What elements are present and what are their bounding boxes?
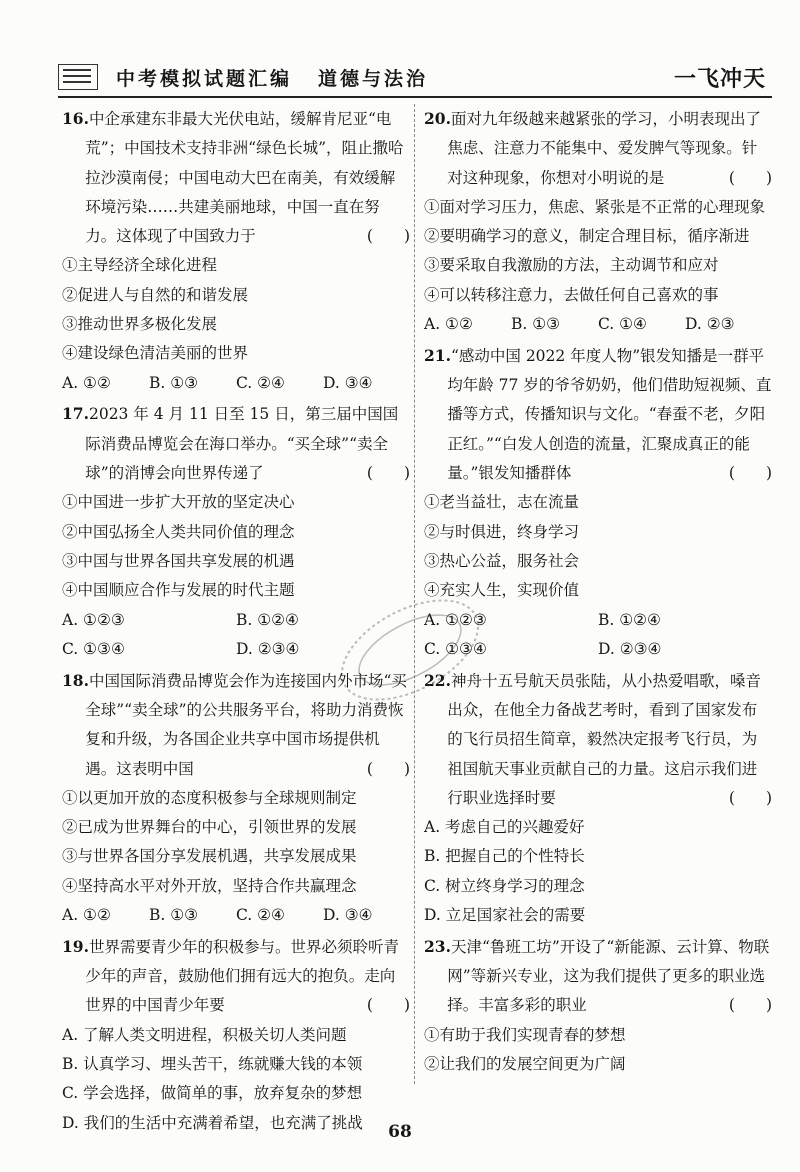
question-option: ④中国顺应合作与发展的时代主题 xyxy=(62,581,295,600)
answer-choice: D. ③④ xyxy=(323,373,373,392)
question-text: 中国国际消费品博览会作为连接国内外市场“买全球”“卖全球”的公共服务平台，将助力消费恢复和升级，为各国企业共享中国市场提供机遇。这表明中国 xyxy=(85,671,407,778)
answer-choice: C. ①③④ xyxy=(424,639,487,658)
answer-choice: B. ①③ xyxy=(149,373,199,392)
question-option: ④建设绿色清洁美丽的世界 xyxy=(62,344,249,363)
question-number: 17. xyxy=(62,404,89,424)
question-text: 中企承建东非最大光伏电站，缓解肯尼亚“电荒”；中国技术支持非洲“绿色长城”，阻止撒哈拉沙漠南侵；中国电动大巴在南美，有效缓解环境污染……共建美丽地球，中国一直在努力。这体现了中国致力于 xyxy=(85,110,404,246)
question-text: “感动中国 2022 年度人物”银发知播是一群平均年龄 77 岁的爷爷奶奶，他们借助短视频、直播等方式，传播知识与文化。“春蚕不老，夕阳正红。”“白发人创造的流量，汇聚成真正的能量。”银发知播群体 xyxy=(447,346,772,483)
answer-bracket: ( ) xyxy=(728,788,772,807)
question-text: 世界需要青少年的积极参与。世界必须聆听青少年的声音，鼓励他们拥有远大的抱负。走向世界的中国青少年要 xyxy=(85,937,399,1015)
series-title: 中考模拟试题汇编 xyxy=(116,68,293,90)
answer-choice: D. ③④ xyxy=(323,906,373,925)
question-number: 20. xyxy=(424,109,451,128)
question-number: 19. xyxy=(62,936,89,956)
question-text: 天津“鲁班工坊”开设了“新能源、云计算、物联网”等新兴专业，这为我们提供了更多的职业选择。丰富多彩的职业 xyxy=(447,937,770,1015)
question-stem xyxy=(424,932,772,1021)
question-option: A. 了解人类文明进程，积极关切人类问题 xyxy=(62,1025,347,1044)
question-option: ②已成为世界舞台的中心，引领世界的发展 xyxy=(62,818,357,837)
answer-choice: B. ①②④ xyxy=(236,610,299,629)
question-option: B. 把握自己的个性特长 xyxy=(424,847,585,866)
question-option: ②促进人与自然的和谐发展 xyxy=(62,285,249,304)
page-header xyxy=(58,60,770,94)
answer-choice: A. ①② xyxy=(62,906,111,925)
answer-choice: B. ①②④ xyxy=(598,610,661,629)
brand-name: 一飞冲天 xyxy=(673,66,766,92)
answer-choice: B. ①③ xyxy=(511,315,561,334)
question-option: ③要采取自我激励的方法，主动调节和应对 xyxy=(424,256,719,275)
question-option: ④可以转移注意力，去做任何自己喜欢的事 xyxy=(424,285,719,304)
question-stem xyxy=(424,666,772,813)
question-stem xyxy=(62,104,410,251)
answer-choice: C. ①④ xyxy=(598,315,647,334)
header-title xyxy=(116,64,428,91)
question-option: A. 考虑自己的兴趣爱好 xyxy=(424,818,585,837)
answer-choice: C. ①③④ xyxy=(62,639,125,658)
answer-choice: A. ①②③ xyxy=(424,610,487,629)
question xyxy=(424,666,772,931)
question-option: ①主导经济全球化进程 xyxy=(62,256,218,275)
right-column xyxy=(424,104,772,1081)
question-option: ①中国进一步扩大开放的坚定决心 xyxy=(62,493,295,512)
question xyxy=(62,932,410,1138)
question-stem xyxy=(62,932,410,1021)
question-option: ③热心公益，服务社会 xyxy=(424,551,580,570)
question-option: ②中国弘扬全人类共同价值的理念 xyxy=(62,522,295,541)
question-option: ③推动世界多极化发展 xyxy=(62,315,218,334)
question-number: 16. xyxy=(62,109,89,128)
question-option: D. 立足国家社会的需要 xyxy=(424,906,586,925)
answer-bracket: ( ) xyxy=(728,464,772,483)
question-option: ③中国与世界各国共享发展的机遇 xyxy=(62,551,295,570)
answer-choice: A. ①② xyxy=(62,373,111,392)
question-option: ①面对学习压力，焦虑、紧张是不正常的心理现象 xyxy=(424,197,766,216)
question-stem xyxy=(62,399,410,488)
answer-choice: C. ②④ xyxy=(236,906,285,925)
book-logo-icon xyxy=(58,64,98,90)
question-option: ③与世界各国分享发展机遇，共享发展成果 xyxy=(62,847,357,866)
question xyxy=(424,104,772,339)
question-text: 2023 年 4 月 11 日至 15 日，第三届中国国际消费品博览会在海口举办。“买全球”“卖全球”的消博会向世界传递了 xyxy=(85,405,399,483)
question-stem xyxy=(424,341,772,488)
question-number: 21. xyxy=(424,345,451,365)
answer-choice: A. ①② xyxy=(424,315,473,334)
question-number: 23. xyxy=(424,936,451,956)
question-option: D. 我们的生活中充满着希望，也充满了挑战 xyxy=(62,1113,363,1132)
answer-choice: D. ②③④ xyxy=(598,639,662,658)
answer-choices xyxy=(62,901,410,930)
question-option: C. 树立终身学习的理念 xyxy=(424,876,585,895)
question-number: 18. xyxy=(62,670,89,690)
answer-bracket: ( ) xyxy=(366,464,410,483)
question-option: ②要明确学习的意义，制定合理目标，循序渐进 xyxy=(424,227,750,246)
question-number: 22. xyxy=(424,670,451,690)
subject-title: 道德与法治 xyxy=(318,68,429,90)
answer-bracket: ( ) xyxy=(366,759,410,778)
question-option: ②让我们的发展空间更为广阔 xyxy=(424,1055,626,1073)
page-number: 68 xyxy=(388,1122,412,1142)
question-stem xyxy=(424,104,772,193)
question-option: ①以更加开放的态度积极参与全球规则制定 xyxy=(62,788,357,807)
answer-choices xyxy=(424,310,772,339)
question-option: ①有助于我们实现青春的梦想 xyxy=(424,1025,626,1044)
answer-choice: A. ①②③ xyxy=(62,610,125,629)
answer-choices xyxy=(62,369,410,398)
question-option: C. 学会选择，做简单的事，放弃复杂的梦想 xyxy=(62,1084,363,1103)
answer-choice: C. ②④ xyxy=(236,373,285,392)
answer-choice: B. ①③ xyxy=(149,906,199,925)
question-option: ②与时俱进，终身学习 xyxy=(424,522,580,541)
question-option: ④充实人生，实现价值 xyxy=(424,581,580,600)
question xyxy=(62,104,410,398)
answer-bracket: ( ) xyxy=(366,227,410,246)
question-option: B. 认真学习、埋头苦干，练就赚大钱的本领 xyxy=(62,1055,363,1073)
question-option: ④坚持高水平对外开放，坚持合作共赢理念 xyxy=(62,876,357,895)
answer-choice: D. ②③④ xyxy=(236,639,300,658)
header-rule xyxy=(58,96,772,98)
question-option: ①老当益壮，志在流量 xyxy=(424,493,580,512)
answer-bracket: ( ) xyxy=(728,996,772,1015)
answer-bracket: ( ) xyxy=(728,168,772,187)
question xyxy=(424,932,772,1079)
answer-choice: D. ②③ xyxy=(685,315,735,334)
question-text: 面对九年级越来越紧张的学习，小明表现出了焦虑、注意力不能集中、爱发脾气等现象。针对这种现象，你想对小明说的是 xyxy=(447,110,761,187)
answer-bracket: ( ) xyxy=(366,996,410,1015)
question-text: 神舟十五号航天员张陆，从小热爱唱歌，嗓音出众，在他全力备战艺考时，看到了国家发布的飞行员招生简章，毅然决定报考飞行员，为祖国航天事业贡献自己的力量。这启示我们进行职业选择时要 xyxy=(447,671,761,807)
